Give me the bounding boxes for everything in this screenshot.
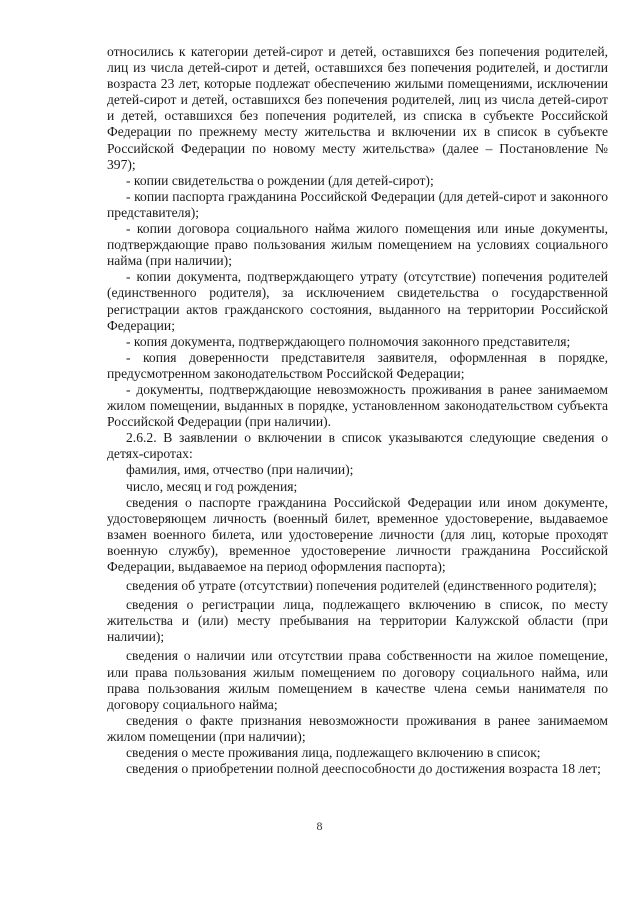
paragraph-list-item-social-lease: - копии договора социального найма жилого помещения или иные документы, подтверждающие право пользования жилым помещением на условиях социального найма (при наличии); [107,221,608,269]
paragraph-place-of-residence-info: сведения о месте проживания лица, подлежащего включению в список; [126,745,541,761]
page-number: 8 [316,819,323,833]
paragraph-list-item-birth-certificate: - копии свидетельства о рождении (для детей-сирот); [126,172,434,188]
paragraph-registration-info: сведения о регистрации лица, подлежащего включению в список, по месту жительства и (или) месту пребывания на территории Калужской области (при наличии); [107,597,608,645]
paragraph-legal-capacity-info: сведения о приобретении полной дееспособности до достижения возраста 18 лет; [126,761,601,777]
paragraph-continuation: относились к категории детей-сирот и детей, оставшихся без попечения родителей, лиц из числа детей-сирот и детей, оставшихся без попечения родителей, и достигли возраста 23 лет, которые подлежат обеспечению жилыми помещениями, исключении детей-сирот и детей, оставшихся без попечения родителей, лиц из числа детей-сирот и детей, оставшихся без попечения родителей, из списка в субъекте Российской Федерации по прежнему месту жительства и включении их в список в субъекте Российской Федерации по новому месту жительства» (далее – Постановление № 397); [107,44,608,172]
paragraph-residence-impossibility-info: сведения о факте признания невозможности проживания в ранее занимаемом жилом помещении (при наличии); [107,712,608,744]
paragraph-property-rights-info: сведения о наличии или отсутствии права собственности на жилое помещение, или права пользования жилым помещением по договору социального найма, или права пользования жилым помещением в качестве члена семьи нанимателя по договору социального найма; [107,648,608,712]
document-body [107,44,608,777]
paragraph-full-name: фамилия, имя, отчество (при наличии); [126,462,354,478]
paragraph-list-item-representative-authority: - копия документа, подтверждающего полномочия законного представителя; [126,333,571,349]
paragraph-section-2-6-2: 2.6.2. В заявлении о включении в список указываются следующие сведения о детях-сиротах: [107,430,608,462]
paragraph-list-item-residence-impossibility: - документы, подтверждающие невозможность проживания в ранее занимаемом жилом помещении, выданных в порядке, установленном законодательством субъекта Российской Федерации (при наличии). [107,381,608,430]
paragraph-list-item-power-of-attorney: - копия доверенности представителя заявителя, оформленная в порядке, предусмотренном законодательством Российской Федерации; [107,349,608,381]
paragraph-list-item-loss-of-care: - копии документа, подтверждающего утрату (отсутствие) попечения родителей (единственного родителя), за исключением свидетельства о государственной регистрации актов гражданского состояния, выданного на территории Российской Федерации; [107,269,608,333]
paragraph-list-item-passport: - копии паспорта гражданина Российской Федерации (для детей-сирот и законного представителя); [107,188,608,220]
paragraph-passport-info: сведения о паспорте гражданина Российской Федерации или ином документе, удостоверяющем личность (военный билет, временное удостоверение, выдаваемое взамен военного билета, или удостоверение личности (для лиц, которые проходят военную службу), временное удостоверение личности гражданина Российской Федерации, выдаваемое на период оформления паспорта); [107,494,608,574]
paragraph-birth-date: число, месяц и год рождения; [126,478,298,494]
paragraph-loss-of-care-info: сведения об утрате (отсутствии) попечения родителей (единственного родителя); [126,578,597,594]
